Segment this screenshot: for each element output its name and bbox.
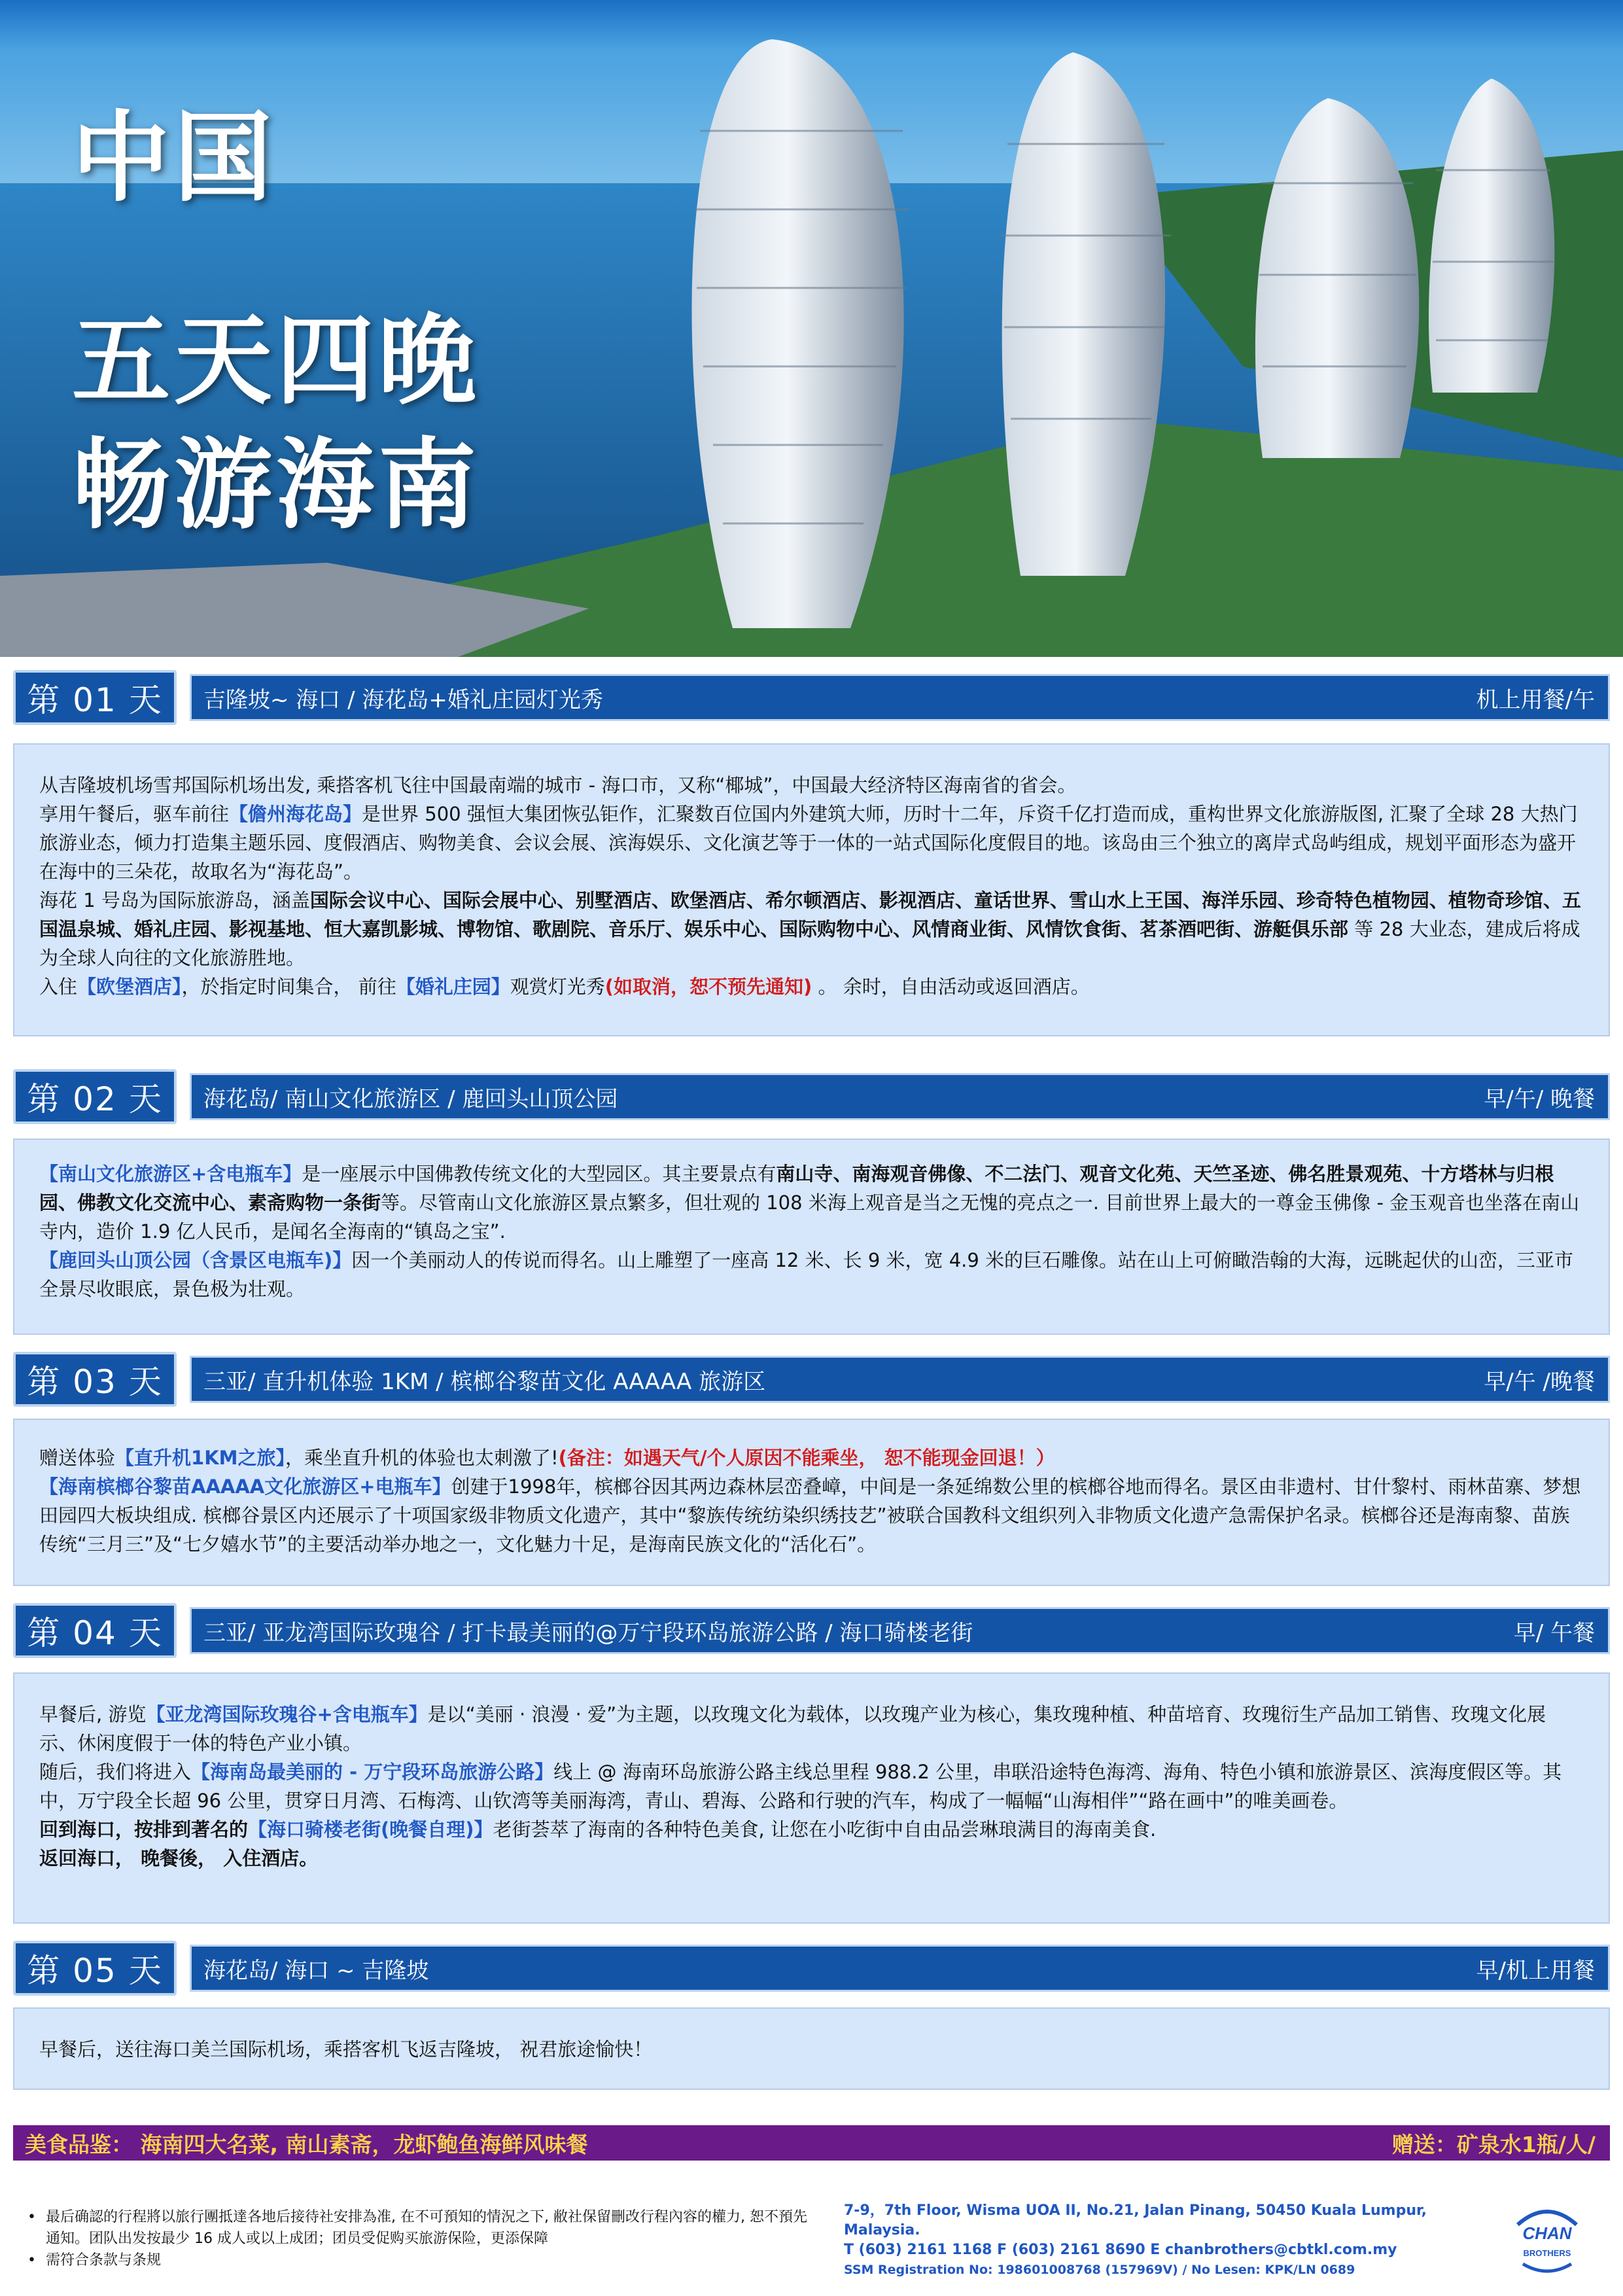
highlight: 【鹿回头山顶公园（含景区电瓶车)】 xyxy=(39,1249,352,1271)
company-address: 7-9，7th Floor, Wisma UOA II, No.21, Jalan Pinang, 50450 Kuala Lumpur, Malaysia. xyxy=(844,2202,1427,2238)
highlight: 【婚礼庄园】 xyxy=(396,976,510,998)
paragraph: 从吉隆坡机场雪邦国际机场出发, 乘搭客机飞往中国最南端的城市 - 海口市，又称“椰城”，中国最大经济特区海南省的省会。 xyxy=(39,774,1077,796)
terms-note: • 需符合条款与条规 xyxy=(46,2250,818,2271)
paragraph: 【鹿回头山顶公园（含景区电瓶车)】因一个美丽动人的传说而得名。山上雕塑了一座高 12 米、长 9 米，宽 4.9 米的巨石雕像。站在山上可俯瞰浩翰的大海，远眺起伏的山峦，三亚市全景尽收眼底，景色极为壮观。 xyxy=(39,1249,1574,1300)
day-route-bar xyxy=(190,674,1610,721)
day-route: 三亚/ 直升机体验 1KM / 槟榔谷黎苗文化 AAAAA 旅游区 xyxy=(203,1368,766,1395)
paragraph: 享用午餐后，驱车前往【儋州海花岛】是世界 500 强恒大集团恢弘钜作，汇聚数百位国内外建筑大师，历时十二年，斥资千亿打造而成，重构世界文化旅游版图, 汇聚了全球 28 大热门旅游业态，倾力打造集主题乐园、度假酒店、购物美食、会议会展、滨海娱乐、文化演艺等于一体的一站式国际化度假目的地。该岛由三个独立的离岸式岛屿组成，规划平面形态为盛开在海中的三朵花，故取名为“海花岛”。 xyxy=(39,803,1578,883)
day-route: 海花岛/ 南山文化旅游区 / 鹿回头山顶公园 xyxy=(203,1086,618,1112)
terms-notes xyxy=(46,2206,818,2271)
highlight: 【亚龙湾国际玫瑰谷+含电瓶车】 xyxy=(146,1703,428,1725)
day-4-description xyxy=(13,1672,1610,1924)
day-1-header xyxy=(13,670,1610,725)
day-meals: 机上用餐/午 xyxy=(1476,686,1595,713)
attractions-list: 南山寺、南海观音佛像、不二法门、观音文化苑、天竺圣迹、佛名胜景观苑、十方塔林与归根园、佛教文化交流中心、素斋购物一条街 xyxy=(39,1163,1554,1214)
day-4-header xyxy=(13,1603,1610,1658)
day-route-bar xyxy=(190,1073,1610,1120)
day-5-description xyxy=(13,2007,1610,2090)
paragraph: 【海南槟榔谷黎苗AAAAA文化旅游区+电瓶车】创建于1998年，槟榔谷因其两边森林层峦叠嶂，中间是一条延绵数公里的槟榔谷地而得名。景区由非遗村、甘什黎村、雨林苗寨、梦想田园四大板块组成. 槟榔谷景区内还展示了十项国家级非物质文化遗产，其中“黎族传统纺染织绣技艺”被联合国教科文组织列入非物质文化遗产急需保护名录。槟榔谷还是海南黎、苗族传统“三月三”及“七夕嬉水节”的主要活动举办地之一，文化魅力十足，是海南民族文化的“活化石”。 xyxy=(39,1475,1581,1555)
day-meals: 早/午 /晚餐 xyxy=(1484,1368,1595,1395)
hero-title-country: 中国 xyxy=(72,101,277,215)
paragraph: 早餐后，送往海口美兰国际机场，乘搭客机飞返吉隆坡， 祝君旅途愉快！ xyxy=(39,2038,653,2060)
highlight: 【南山文化旅游区+含电瓶车】 xyxy=(39,1163,302,1185)
day-badge: 第 05 天 xyxy=(13,1941,177,1996)
day-3-description xyxy=(13,1419,1610,1586)
paragraph: 赠送体验【直升机1KM之旅】，乘坐直升机的体验也太刺激了!(备注：如遇天气/个人原因不能乘坐， 恕不能现金回退！） xyxy=(39,1447,1055,1469)
hero-title-tour: 畅游海南 xyxy=(72,429,481,542)
day-route-bar xyxy=(190,1945,1610,1992)
day-meals: 早/ 午餐 xyxy=(1513,1619,1595,1646)
day-route: 吉隆坡~ 海口 / 海花岛+婚礼庄园灯光秀 xyxy=(203,686,603,713)
day-1-description xyxy=(13,743,1610,1036)
logo-text: CHAN xyxy=(1522,2223,1572,2243)
complimentary-gift: 赠送：矿泉水1瓶/人/ xyxy=(1391,2131,1596,2157)
day-badge: 第 03 天 xyxy=(13,1352,177,1407)
paragraph: 回到海口，按排到著名的【海口骑楼老街(晚餐自理)】老街荟萃了海南的各种特色美食, 让您在小吃街中自由品尝琳琅满目的海南美食. xyxy=(39,1818,1157,1841)
highlight: 【海口骑楼老街(晚餐自理)】 xyxy=(248,1818,493,1841)
paragraph: 早餐后, 游览【亚龙湾国际玫瑰谷+含电瓶车】是以“美丽 · 浪漫 · 爱”为主题，以玫瑰文化为载体，以玫瑰产业为核心，集玫瑰种植、种苗培育、玫瑰衍生产品加工销售、玫瑰文化展示、休闲度假于一体的特色产业小镇。 xyxy=(39,1703,1546,1754)
company-registration: SSM Registration No: 198601008768 (157969V) / No Lesen: KPK/LN 0689 xyxy=(844,2263,1355,2277)
logo-subtext: BROTHERS xyxy=(1523,2248,1571,2258)
day-meals: 早/机上用餐 xyxy=(1476,1957,1595,1984)
day-3-header xyxy=(13,1352,1610,1407)
day-2-description xyxy=(13,1139,1610,1335)
paragraph: 入住【欧堡酒店】，於指定时间集合， 前往【婚礼庄园】观赏灯光秀(如取消，恕不预先通知) 。 余时，自由活动或返回酒店。 xyxy=(39,976,1090,998)
hero-banner xyxy=(0,0,1623,657)
day-route-bar xyxy=(190,1607,1610,1654)
hero-title-duration: 五天四晚 xyxy=(72,304,481,418)
day-route-bar xyxy=(190,1356,1610,1403)
paragraph: 返回海口， 晚餐後， 入住酒店。 xyxy=(39,1847,319,1869)
company-contact xyxy=(844,2201,1498,2280)
notice: (备注：如遇天气/个人原因不能乘坐， 恕不能现金回退！） xyxy=(558,1447,1055,1469)
notice: (如取消，恕不预先通知) xyxy=(604,976,812,998)
food-highlight: 美食品鉴： 海南四大名菜, 南山素斋，龙虾鲍鱼海鲜风味餐 xyxy=(25,2131,588,2157)
chan-brothers-logo xyxy=(1511,2199,1583,2277)
day-2-header xyxy=(13,1069,1610,1124)
company-phones: T (603) 2161 1168 F (603) 2161 8690 E chanbrothers@cbtkl.com.my xyxy=(844,2242,1397,2258)
highlight: 【海南岛最美丽的 - 万宁段环岛旅游公路】 xyxy=(191,1761,554,1783)
day-5-header xyxy=(13,1941,1610,1996)
day-route: 三亚/ 亚龙湾国际玫瑰谷 / 打卡最美丽的@万宁段环岛旅游公路 / 海口骑楼老街 xyxy=(203,1619,973,1646)
day-badge: 第 02 天 xyxy=(13,1069,177,1124)
paragraph: 随后，我们将进入【海南岛最美丽的 - 万宁段环岛旅游公路】线上 @ 海南环岛旅游公路主线总里程 988.2 公里，串联沿途特色海湾、海角、特色小镇和旅游景区、滨海度假区等。其中，万宁段全长超 96 公里，贯穿日月湾、石梅湾、山钦湾等美丽海湾，青山、碧海、公路和行驶的汽车，构成了一幅幅“山海相伴”“路在画中”的唯美画卷。 xyxy=(39,1761,1562,1812)
terms-note: • 最后确認的行程將以旅行團抵達各地后接待社安排為准, 在不可預知的情況之下, 敝社保留刪改行程內容的權力, 恕不預先通知。团队出发按最少 16 成人或以上成团；团员受促购买旅游保险，更添保障 xyxy=(46,2206,818,2250)
day-route: 海花岛/ 海口 ~ 吉隆坡 xyxy=(203,1957,429,1984)
highlight: 【直升机1KM之旅】 xyxy=(115,1447,286,1469)
attractions-list: 国际会议中心、国际会展中心、别墅酒店、欧堡酒店、希尔顿酒店、影视酒店、童话世界、雪山水上王国、海洋乐园、珍奇特色植物园、植物奇珍馆、五国温泉城、婚礼庄园、影视基地、恒大嘉凯影城、博物馆、歌剧院、音乐厅、娱乐中心、国际购物中心、风情商业街、风情饮食街、茗茶酒吧街、游艇俱乐部 xyxy=(39,889,1581,940)
day-meals: 早/午/ 晚餐 xyxy=(1484,1086,1595,1112)
day-badge: 第 01 天 xyxy=(13,670,177,725)
paragraph: 海花 1 号岛为国际旅游岛，涵盖国际会议中心、国际会展中心、别墅酒店、欧堡酒店、希尔顿酒店、影视酒店、童话世界、雪山水上王国、海洋乐园、珍奇特色植物园、植物奇珍馆、五国温泉城、婚礼庄园、影视基地、恒大嘉凯影城、博物馆、歌剧院、音乐厅、娱乐中心、国际购物中心、风情商业街、风情饮食街、茗茶酒吧街、游艇俱乐部 等 28 大业态，建成后将成为全球人向往的文化旅游胜地。 xyxy=(39,889,1581,969)
day-badge: 第 04 天 xyxy=(13,1603,177,1658)
footer xyxy=(0,2172,1623,2296)
highlight: 【欧堡酒店】 xyxy=(77,976,182,998)
highlight: 【儋州海花岛】 xyxy=(229,803,362,825)
food-highlight-bar xyxy=(13,2125,1610,2161)
highlight: 【海南槟榔谷黎苗AAAAA文化旅游区+电瓶车】 xyxy=(39,1475,451,1498)
paragraph: 【南山文化旅游区+含电瓶车】是一座展示中国佛教传统文化的大型园区。其主要景点有南山寺、南海观音佛像、不二法门、观音文化苑、天竺圣迹、佛名胜景观苑、十方塔林与归根园、佛教文化交流中心、素斋购物一条街等。尽管南山文化旅游区景点繁多，但壮观的 108 米海上观音是当之无愧的亮点之一. 目前世界上最大的一尊金玉佛像 - 金玉观音也坐落在南山寺内，造价 1.9 亿人民币，是闻名全海南的“镇岛之宝”. xyxy=(39,1163,1580,1243)
